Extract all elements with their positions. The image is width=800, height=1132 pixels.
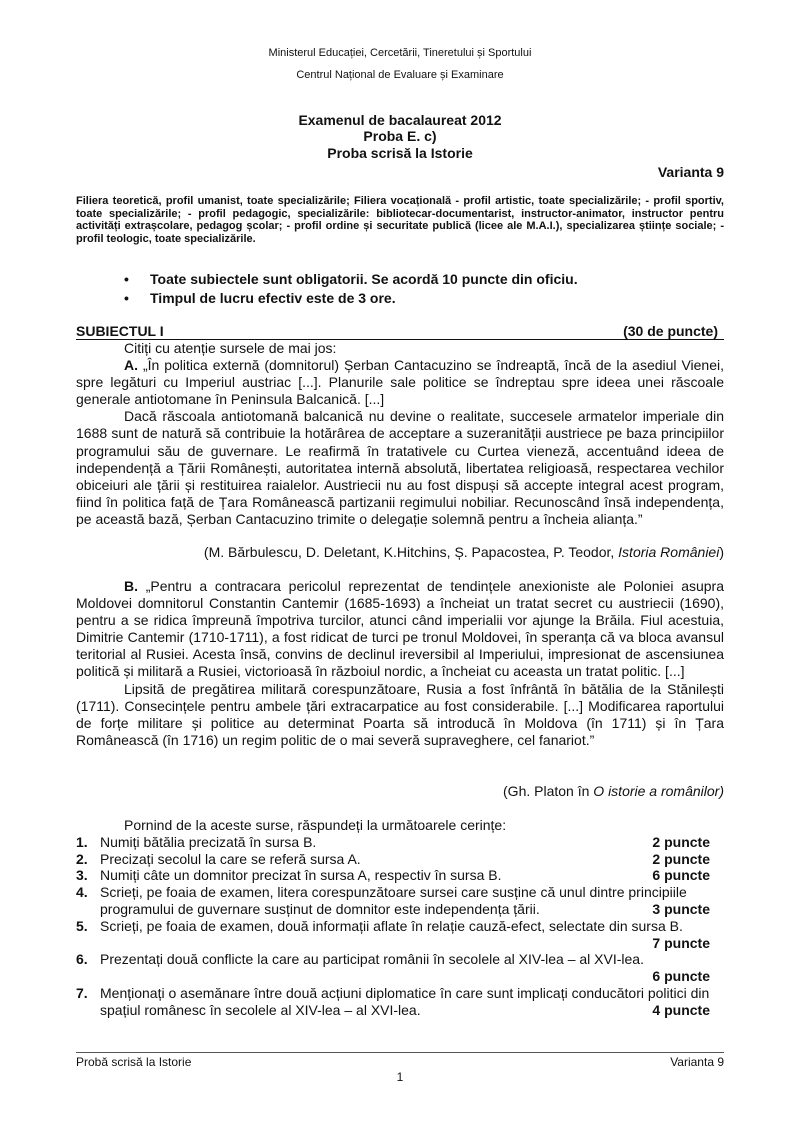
question-item: 5. Scrieți, pe foaia de examen, două informații aflate în relație cauză-efect, selectate din sursa B. 7 puncte	[76, 918, 724, 952]
question-points: 4 puncte	[652, 1001, 710, 1018]
question-points: 7 puncte	[652, 934, 710, 951]
page-number: 1	[396, 1070, 404, 1084]
question-item: 2. Precizați secolul la care se referă sursa A. 2 puncte	[76, 850, 710, 867]
source-a-block	[76, 340, 724, 528]
ministry-header: Ministerul Educației, Cercetării, Tineretului și Sportului	[268, 47, 532, 59]
question-points: 3 puncte	[652, 900, 710, 917]
exam-subtitle: Proba E. c)	[363, 128, 437, 144]
source-a-label: A.	[124, 357, 138, 374]
source-a-citation: (M. Bărbulescu, D. Deletant, K.Hitchins, Ș. Papacostea, P. Teodor, Istoria României)	[203, 544, 724, 560]
question-points: 2 puncte	[652, 850, 710, 867]
source-b-label: B.	[124, 578, 138, 594]
question-item: 7. Menționați o asemănare între două acțiuni diplomatice în care sunt implicați conducători politici din spațiul românesc în secolele al XIV-lea – al XVI-lea. 4 puncte	[76, 984, 710, 1018]
source-b-citation: (Gh. Platon în O istorie a românilor)	[503, 783, 724, 799]
subject-title: SUBIECTUL I	[76, 323, 164, 339]
question-points: 6 puncte	[652, 968, 710, 985]
page-footer	[76, 1052, 724, 1069]
rules-list	[120, 270, 740, 308]
questions-intro: Pornind de la aceste surse, răspundeți la următoarele cerințe:	[124, 817, 507, 833]
question-item: 6. Prezentați două conflicte la care au participat românii în secolele al XIV-lea – al XVI-lea. 6 puncte	[76, 951, 724, 985]
center-header: Centrul Național de Evaluare și Examinare	[296, 69, 504, 81]
footer-left: Probă scrisă la Istorie	[76, 1055, 192, 1069]
question-points: 2 puncte	[652, 833, 710, 850]
exam-subject: Proba scrisă la Istorie	[327, 145, 473, 161]
source-b-p2: Lipsită de pregătirea militară corespunzătoare, Rusia a fost înfrântă în bătălia de la Stănilești (1711). Consecințele pentru ambele țări extracarpatice au fost considerabile. [...] Modificarea raportului de forțe militare și politice au determinat Poarta să introducă în Moldova (în 1711) și în Țara Românească (în 1716) un regim politic de o mai severă supraveghere, cel fanariot.”	[76, 680, 724, 748]
filiera-text: Filiera teoretică, profil umanist, toate specializările; Filiera vocațională - profil artistic, toate specializările; - profil sportiv, toate specializările; - profil pedagogic, specializările: bibliotecar-documentarist, instructor-animator, instructor pentru activități extrașcolare, pedagog școlar; - profil ordine și securitate publică (licee ale M.A.I.), specializarea științe sociale; - profil teologic, toate specializările.	[76, 195, 724, 245]
exam-title: Examenul de bacalaureat 2012	[298, 112, 502, 128]
footer-right: Varianta 9	[670, 1055, 724, 1069]
source-b-block	[76, 578, 724, 749]
subject-heading	[76, 323, 724, 340]
variant-label: Varianta 9	[657, 164, 724, 180]
question-item: 3. Numiți câte un domnitor precizat în sursa A, respectiv în sursa B. 6 puncte	[76, 867, 710, 884]
subject-points: (30 de puncte)	[623, 323, 718, 339]
intro-text: Citiți cu atenție sursele de mai jos:	[124, 340, 337, 356]
question-item: 1. Numiți bătălia precizată în sursa B. 2 puncte	[76, 833, 710, 850]
source-a-p2: Dacă răscoala antiotomană balcanică nu devine o realitate, succesele armatelor imperiale din 1688 sunt de natură să contribuie la hotărârea de acceptare a suzeranității austriece pe baza principiilor programului său de guvernare. Le reafirmă în tratativele cu Curtea vieneză, accentuând ideea de independență a Țării Românești, autoritatea internă absolută, libertatea religioasă, respectarea vechilor obiceiuri ale țării și restituirea raialelor. Austriecii nu au fost dispuși să accepte integral acest program, fiind în politica față de Țara Românească partizanii regimului nobiliar. Recunoscând însă independența, pe această bază, Șerban Cantacuzino trimite o delegație solemnă pentru a încheia alianța.”	[76, 408, 724, 527]
questions-block	[76, 817, 724, 1019]
rule-item: • Timpul de lucru efectiv este de 3 ore.	[120, 289, 740, 308]
question-item: 4. Scrieți, pe foaia de examen, litera corespunzătoare sursei care susține că unul dintre principiile programului de guvernare susținut de domnitor este independența țării. 3 puncte	[76, 884, 710, 917]
source-b-p1: B. „Pentru a contracara pericolul reprezentat de tendințele anexioniste ale Poloniei asupra Moldovei domnitorul Constantin Cantemir (1685-1693) a încheiat un tratat secret cu austriecii (1690), pentru a se ridica împreună împotriva turcilor, atunci când imperialii vor ajunge la Brăila. Fiul acestuia, Dimitrie Cantemir (1710-1711), a fost ridicat de turci pe tronul Moldovei, în speranța că va bloca avansul teritorial al Rusiei. Acesta însă, convins de declinul ireversibil al Imperiului, impresionat de ascensiunea politică și militară a Rusiei, victorioasă în războiul nordic, a încheiat cu aceasta un tratat politic. [...]	[76, 578, 725, 680]
question-points: 6 puncte	[652, 867, 710, 884]
source-a-p1: A. „În politica externă (domnitorul) Șerban Cantacuzino se îndreaptă, încă de la asediul Vienei, spre legături cu Imperiul austriac [...]. Planurile sale politice se îndreptau spre ideea unei răscoale generale antiotomane în Peninsula Balcanică. [...]	[76, 357, 725, 408]
rule-item: • Toate subiectele sunt obligatorii. Se acordă 10 puncte din oficiu.	[120, 270, 740, 289]
